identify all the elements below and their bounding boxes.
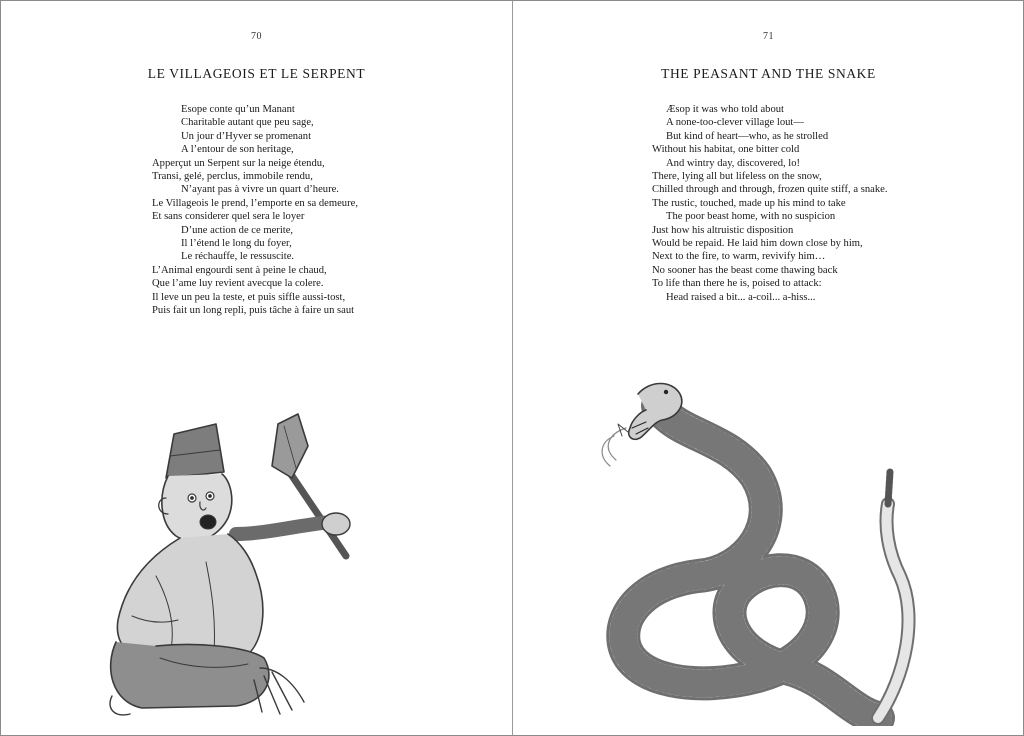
verse-line: There, lying all but lifeless on the snow, [652, 171, 822, 183]
verse-line: But kind of heart—who, as he strolled [666, 130, 829, 142]
left-page [1, 1, 512, 735]
snake-illustration [588, 376, 933, 726]
verse-line: Il l’étend le long du foyer, [181, 238, 292, 250]
verse-line: Just how his altruistic disposition [652, 224, 794, 236]
verse-line: Et sans considerer quel sera le loyer [152, 211, 305, 223]
verse-line: And wintry day, discovered, lo! [666, 157, 801, 169]
verse-line: Un jour d’Hyver se promenant [181, 130, 312, 142]
english-poem-title: THE PEASANT AND THE SNAKE [661, 66, 876, 81]
french-poem-verse [152, 103, 358, 318]
verse-line: Head raised a bit... a-coil... a-hiss... [666, 291, 816, 303]
verse-line: Esope conte qu’un Manant [181, 104, 295, 115]
verse-line: To life than there he is, poised to attack: [652, 278, 822, 290]
verse-line: Without his habitat, one bitter cold [652, 144, 800, 156]
verse-line: Transi, gelé, perclus, immobile rendu, [152, 171, 313, 183]
verse-line: A none-too-clever village lout— [666, 117, 804, 129]
verse-line: Que l’ame luy revient avecque la colere. [152, 278, 324, 290]
verse-line: Would be repaid. He laid him down close by him, [652, 238, 863, 250]
verse-line: Next to the fire, to warm, revivify him… [652, 251, 826, 263]
verse-line: N’ayant pas à vivre un quart d’heure. [181, 184, 339, 196]
right-page-number: 71 [763, 31, 774, 42]
verse-line: Il leve un peu la teste, et puis siffle aussi-tost, [152, 291, 346, 303]
verse-line: The rustic, touched, made up his mind to take [652, 197, 846, 209]
english-poem-verse [652, 103, 887, 304]
verse-line: A l’entour de son heritage, [181, 144, 294, 156]
french-poem-title: LE VILLAGEOIS ET LE SERPENT [147, 66, 366, 81]
verse-line: Æsop it was who told about [666, 104, 785, 115]
verse-line: Le Villageois le prend, l’emporte en sa demeure, [152, 197, 358, 209]
verse-line: Charitable autant que peu sage, [181, 117, 314, 129]
left-page-number: 70 [251, 31, 262, 42]
verse-line: D’une action de ce merite, [181, 224, 294, 236]
verse-line: The poor beast home, with no suspicion [666, 211, 836, 223]
verse-line: No sooner has the beast come thawing back [652, 264, 838, 276]
right-page [513, 1, 1024, 735]
verse-line: L’Animal engourdi sent à peine le chaud, [152, 264, 327, 276]
verse-line: Le réchauffe, le ressuscite. [181, 251, 295, 263]
peasant-illustration [96, 406, 376, 726]
verse-line: Puis fait un long repli, puis tâche à faire un saut [152, 305, 355, 317]
verse-line: Apperçut un Serpent sur la neige étendu, [152, 157, 325, 169]
verse-line: Chilled through and through, frozen quite stiff, a snake. [652, 184, 888, 196]
